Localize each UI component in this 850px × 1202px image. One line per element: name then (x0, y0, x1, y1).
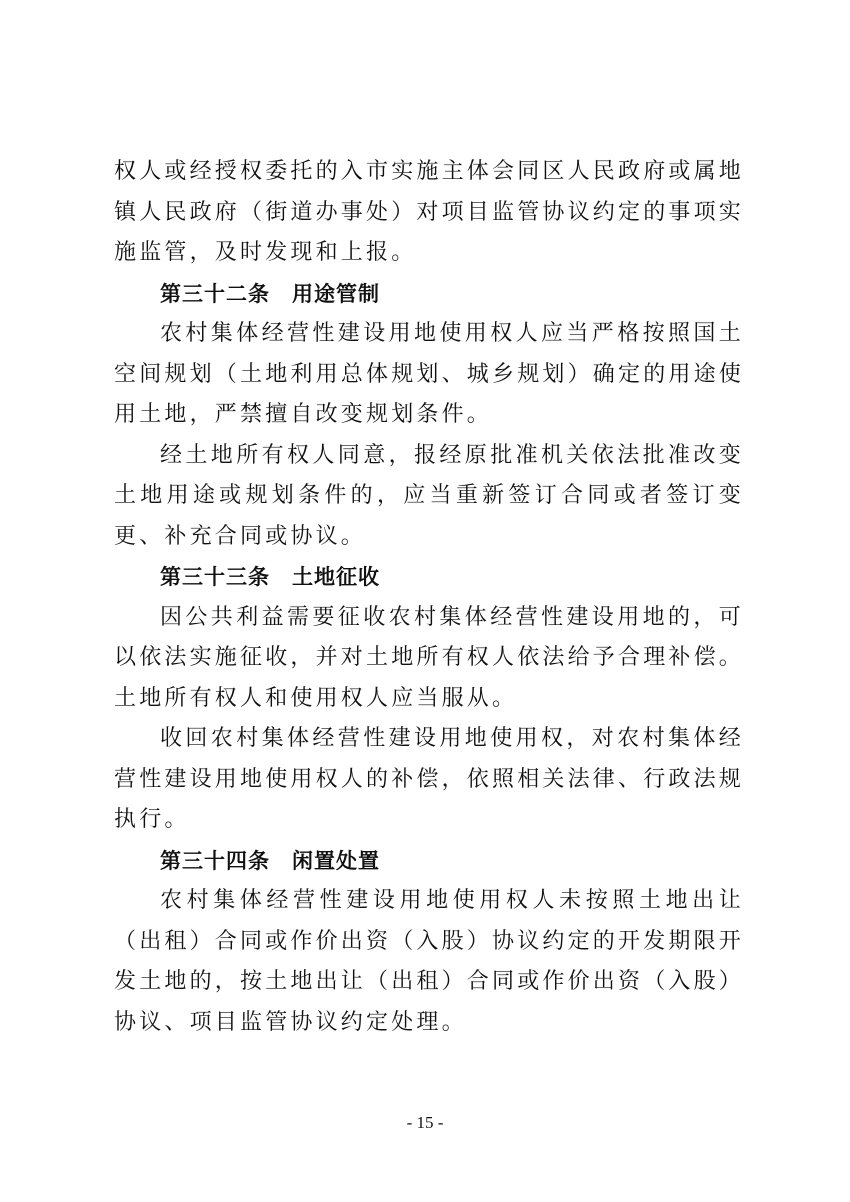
article-34-paragraph-1: 农村集体经营性建设用地使用权人未按照土地出让（出租）合同或作价出资（入股）协议约定的开发期限开发土地的，按土地出让（出租）合同或作价出资（入股）协议、项目监管协议约定处理。 (114, 888, 745, 1035)
document-body (114, 152, 744, 1043)
article-33-heading: 第三十三条 土地征收 (160, 565, 380, 589)
article-32-heading: 第三十二条 用途管制 (160, 281, 380, 306)
article-34-heading: 第三十四条 闲置处置 (160, 848, 380, 873)
article-33-paragraph-2: 收回农村集体经营性建设用地使用权，对农村集体经营性建设用地使用权人的补偿，依照相关法律、行政法规执行。 (114, 726, 745, 832)
paragraph-continuation: 权人或经授权委托的入市实施主体会同区人民政府或属地镇人民政府（街道办事处）对项目监管协议约定的事项实施监管，及时发现和上报。 (114, 159, 745, 265)
article-33-paragraph-1: 因公共利益需要征收农村集体经营性建设用地的，可以依法实施征收，并对土地所有权人依法给予合理补偿。土地所有权人和使用权人应当服从。 (114, 604, 745, 711)
page-number: - 15 - (406, 1113, 444, 1132)
article-32-paragraph-2: 经土地所有权人同意，报经原批准机关依法批准改变土地用途或规划条件的，应当重新签订合同或者签订变更、补充合同或协议。 (114, 442, 744, 549)
article-32-paragraph-1: 农村集体经营性建设用地使用权人应当严格按照国土空间规划（土地利用总体规划、城乡规划）确定的用途使用土地，严禁擅自改变规划条件。 (114, 321, 745, 427)
